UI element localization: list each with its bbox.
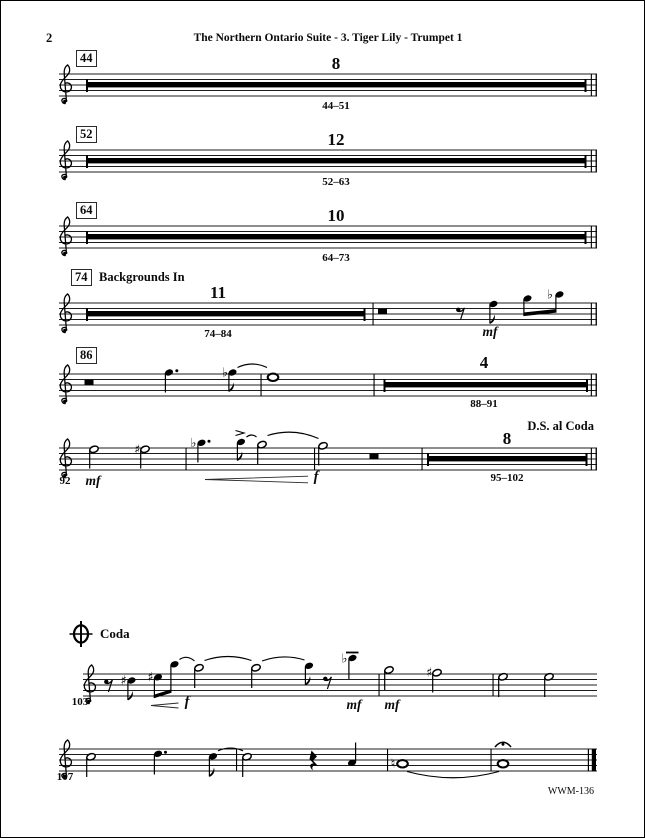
barline [591, 226, 592, 248]
treble-clef-icon [60, 294, 71, 333]
barline [591, 74, 592, 96]
rest-range: 52–63 [322, 176, 350, 188]
accent-mark [236, 431, 245, 436]
rest-count: 4 [479, 353, 489, 372]
dotted-quarter-note [164, 368, 178, 392]
rest-range: 88–91 [470, 398, 498, 410]
rest-range: 64–73 [322, 252, 350, 264]
sharp-icon: ♯ [133, 441, 141, 457]
barline [236, 749, 237, 771]
sharp-icon: ♯ [147, 669, 154, 684]
barline [591, 303, 592, 325]
half-rest [85, 380, 94, 385]
beamed-eighth-notes [523, 287, 565, 317]
flat-icon: ♭ [190, 435, 197, 450]
half-note [86, 752, 96, 777]
tie [407, 772, 499, 778]
system-1 [59, 65, 597, 104]
barline [261, 374, 262, 396]
tie [238, 364, 268, 368]
barline [596, 448, 597, 470]
whole-note-natural [391, 756, 408, 771]
eighth-note [304, 661, 314, 685]
dynamic-f: f [313, 469, 319, 485]
eighth-rest [323, 677, 331, 689]
rest-count: 12 [327, 130, 345, 149]
final-barline [592, 749, 596, 771]
flat-icon: ♭ [341, 650, 348, 666]
system-4 [59, 287, 597, 333]
rehearsal-mark-44: 44 [76, 50, 97, 67]
rehearsal-mark-74: 74 [71, 269, 92, 286]
rest-range: 95–102 [490, 472, 524, 484]
coda-icon [70, 621, 93, 647]
plate-number: WWM-136 [547, 786, 594, 797]
measure-number: 92 [59, 475, 71, 487]
barline [596, 226, 597, 248]
dynamic-f: f [184, 694, 190, 710]
coda-label: Coda [100, 626, 130, 641]
half-rest [378, 309, 387, 314]
dotted-quarter-note-flat [191, 435, 211, 463]
barline [591, 150, 592, 172]
dynamic-mf: mf [85, 473, 101, 488]
barline [596, 303, 597, 325]
half-note [384, 666, 394, 690]
rest-range: 74–84 [204, 328, 232, 340]
eighth-note [222, 365, 237, 392]
tie [247, 435, 257, 437]
quarter-note-flat-tenuto [342, 651, 359, 680]
treble-clef-icon [60, 365, 71, 404]
beam [523, 309, 556, 316]
treble-clef-icon [60, 65, 71, 104]
barline [186, 448, 187, 470]
barline [591, 374, 592, 396]
barline [314, 448, 315, 470]
eighth-note [208, 752, 218, 777]
half-note [251, 663, 261, 688]
rest-count: 8 [331, 54, 341, 73]
fermata-icon [495, 742, 511, 747]
treble-clef-icon [60, 141, 71, 180]
system-8 [59, 740, 597, 779]
rehearsal-mark-86: 86 [76, 347, 97, 364]
half-note [242, 752, 252, 777]
barline [493, 674, 494, 696]
ds-al-coda-direction: D.S. al Coda [527, 419, 594, 433]
flat-icon: ♭ [547, 286, 553, 302]
page-title: The Northern Ontario Suite - 3. Tiger Lily - Trumpet 1 [193, 32, 463, 44]
half-rest [370, 454, 379, 459]
barline [387, 749, 388, 771]
barline [379, 674, 380, 696]
whole-note [268, 374, 279, 381]
half-note [257, 440, 267, 464]
staff-lines [59, 749, 597, 771]
natural-icon: ♮ [390, 755, 396, 771]
barline [596, 374, 597, 396]
flat-icon: ♭ [222, 364, 228, 380]
rest-count: 10 [327, 206, 345, 225]
rehearsal-mark-64: 64 [76, 202, 97, 219]
treble-clef-icon [60, 439, 71, 478]
barline [373, 303, 374, 325]
sharp-icon: ♯ [425, 664, 433, 680]
system-5 [59, 364, 597, 404]
final-barline [588, 749, 589, 771]
quarter-rest [310, 751, 319, 771]
dynamic-mf: mf [384, 697, 400, 712]
system-7 [83, 651, 597, 709]
eighth-note [236, 438, 246, 461]
slur [205, 657, 252, 661]
dynamic-mf: mf [482, 324, 498, 339]
rehearsal-mark-52: 52 [76, 126, 97, 143]
barline [596, 150, 597, 172]
dynamic-mf: mf [346, 697, 362, 712]
section-label: Backgrounds In [99, 270, 185, 284]
measure-number: 107 [56, 771, 74, 783]
barline [491, 749, 492, 771]
eighth-note [489, 300, 499, 324]
rest-count: 11 [209, 283, 227, 302]
barline [422, 448, 423, 470]
barline [591, 448, 592, 470]
rest-range: 44–51 [322, 100, 350, 112]
sharp-icon: ♯ [120, 672, 127, 688]
slur [268, 432, 319, 438]
barline [596, 74, 597, 96]
crescendo-hairpin [205, 476, 308, 483]
treble-clef-icon [60, 217, 71, 256]
measure-number: 103 [71, 696, 89, 708]
rest-count: 8 [502, 429, 512, 448]
crescendo-hairpin [151, 703, 179, 708]
slur [180, 657, 195, 661]
half-note [194, 663, 204, 688]
slur [262, 657, 305, 661]
barline [374, 374, 375, 396]
page-number: 2 [46, 31, 53, 45]
half-note-sharp [426, 665, 442, 693]
